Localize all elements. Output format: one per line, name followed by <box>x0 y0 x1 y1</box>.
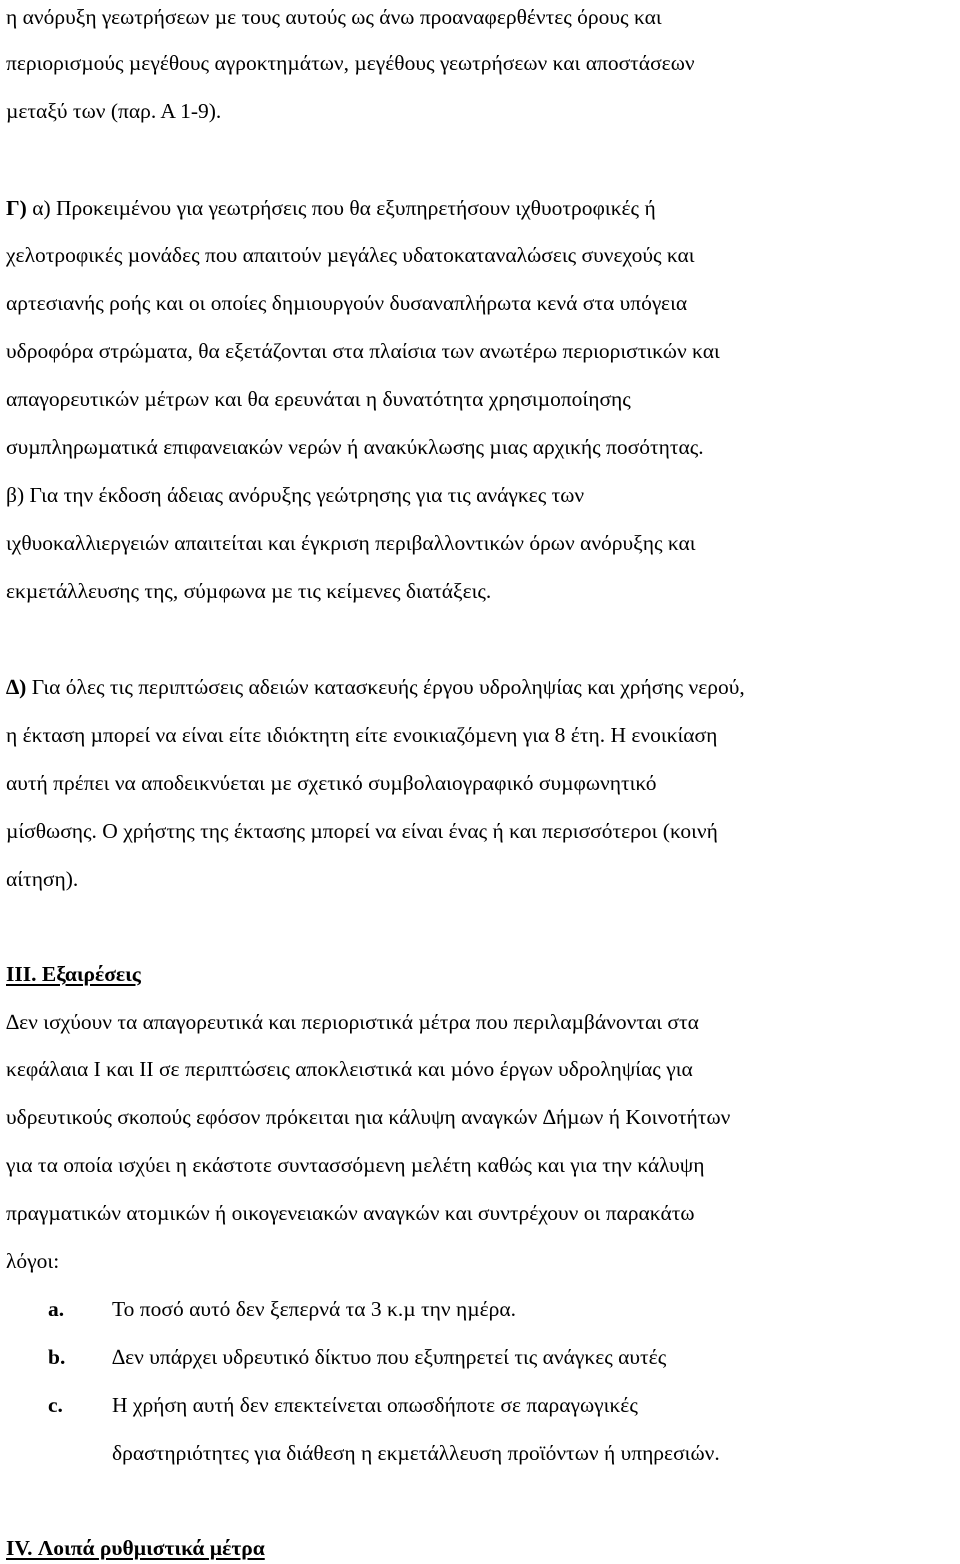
paragraph-line: κεφάλαια Ι και ΙΙ σε περιπτώσεις αποκλειστικά και µόνο έργων υδροληψίας για <box>6 1057 693 1081</box>
paragraph-line: απαγορευτικών µέτρων και θα ερευνάται η δυνατότητα χρησιµοποίησης <box>6 387 631 411</box>
section-g-first-line <box>6 193 656 223</box>
paragraph-line: η έκταση µπορεί να είναι είτε ιδιόκτητη είτε ενοικιαζόµενη για 8 έτη. Η ενοικίαση <box>6 723 718 747</box>
paragraph-line: υδροφόρα στρώµατα, θα εξετάζονται στα πλαίσια των ανωτέρω περιοριστικών και <box>6 339 720 363</box>
list-item-text: ∆εν υπάρχει υδρευτικό δίκτυο που εξυπηρετεί τις ανάγκες αυτές <box>112 1345 667 1369</box>
list-item-text-continuation: δραστηριότητες για διάθεση η εκµετάλλευση προϊόντων ή υπηρεσιών. <box>112 1441 720 1465</box>
list-item-label: b. <box>48 1345 66 1369</box>
list-item-text: Η χρήση αυτή δεν επεκτείνεται οπωσδήποτε σε παραγωγικές <box>112 1393 638 1417</box>
list-item-label: c. <box>48 1393 63 1417</box>
paragraph-line: β) Για την έκδοση άδειας ανόρυξης γεώτρησης για τις ανάγκες των <box>6 483 585 507</box>
section-g-label: Γ) <box>6 196 27 220</box>
paragraph-line: εκµετάλλευσης της, σύµφωνα µε τις κείµενες διατάξεις. <box>6 579 492 603</box>
paragraph-line: αίτηση). <box>6 867 79 891</box>
paragraph-line: ιχθυοκαλλιεργειών απαιτείται και έγκριση περιβαλλοντικών όρων ανόρυξης και <box>6 531 696 555</box>
section-g-text: α) Προκειµένου για γεωτρήσεις που θα εξυπηρετήσουν ιχθυοτροφικές ή <box>32 196 656 220</box>
paragraph-line: περιορισµούς µεγέθους αγροκτηµάτων, µεγέθους γεωτρήσεων και αποστάσεων <box>6 51 695 75</box>
paragraph-line: αρτεσιανής ροής και οι οποίες δηµιουργούν δυσαναπλήρωτα κενά στα υπόγεια <box>6 291 688 315</box>
paragraph-line: για τα οποία ισχύει η εκάστοτε συντασσόµενη µελέτη καθώς και για την κάλυψη <box>6 1153 705 1177</box>
paragraph-line: χελοτροφικές µονάδες που απαιτούν µεγάλες υδατοκαταναλώσεις συνεχούς και <box>6 243 695 267</box>
paragraph-line: πραγµατικών ατοµικών ή οικογενειακών αναγκών και συντρέχουν οι παρακάτω <box>6 1201 695 1225</box>
paragraph-line: µεταξύ των (παρ. Α 1-9). <box>6 99 222 123</box>
section-d-first-line <box>6 672 745 702</box>
section-d-label: ∆) <box>6 675 27 699</box>
paragraph-line: συµπληρωµατικά επιφανειακών νερών ή ανακύκλωσης µιας αρχικής ποσότητας. <box>6 435 704 459</box>
paragraph-line: λόγοι: <box>6 1249 60 1273</box>
paragraph-line: η ανόρυξη γεωτρήσεων µε τους αυτούς ως άνω προαναφερθέντες όρους και <box>6 5 662 29</box>
paragraph-line: αυτή πρέπει να αποδεικνύεται µε σχετικό συµβολαιογραφικό συµφωνητικό <box>6 771 657 795</box>
section-d-text: Για όλες τις περιπτώσεις αδειών κατασκευής έργου υδροληψίας και χρήσης νερού, <box>26 675 745 699</box>
section-heading-other-measures: IV. Λοιπά ρυθµιστικά µέτρα <box>6 1536 265 1560</box>
list-item-label: a. <box>48 1297 65 1321</box>
list-item-text: Το ποσό αυτό δεν ξεπερνά τα 3 κ.µ την ηµέρα. <box>112 1297 516 1321</box>
paragraph-line: ∆εν ισχύουν τα απαγορευτικά και περιοριστικά µέτρα που περιλαµβάνονται στα <box>6 1010 699 1034</box>
paragraph-line: µίσθωσης. Ο χρήστης της έκτασης µπορεί να είναι ένας ή και περισσότεροι (κοινή <box>6 819 718 843</box>
section-heading-exceptions: ΙΙΙ. Εξαιρέσεις <box>6 962 141 986</box>
paragraph-line: υδρευτικούς σκοπούς εφόσον πρόκειται ηια κάλυψη αναγκών ∆ήµων ή Κοινοτήτων <box>6 1105 731 1129</box>
